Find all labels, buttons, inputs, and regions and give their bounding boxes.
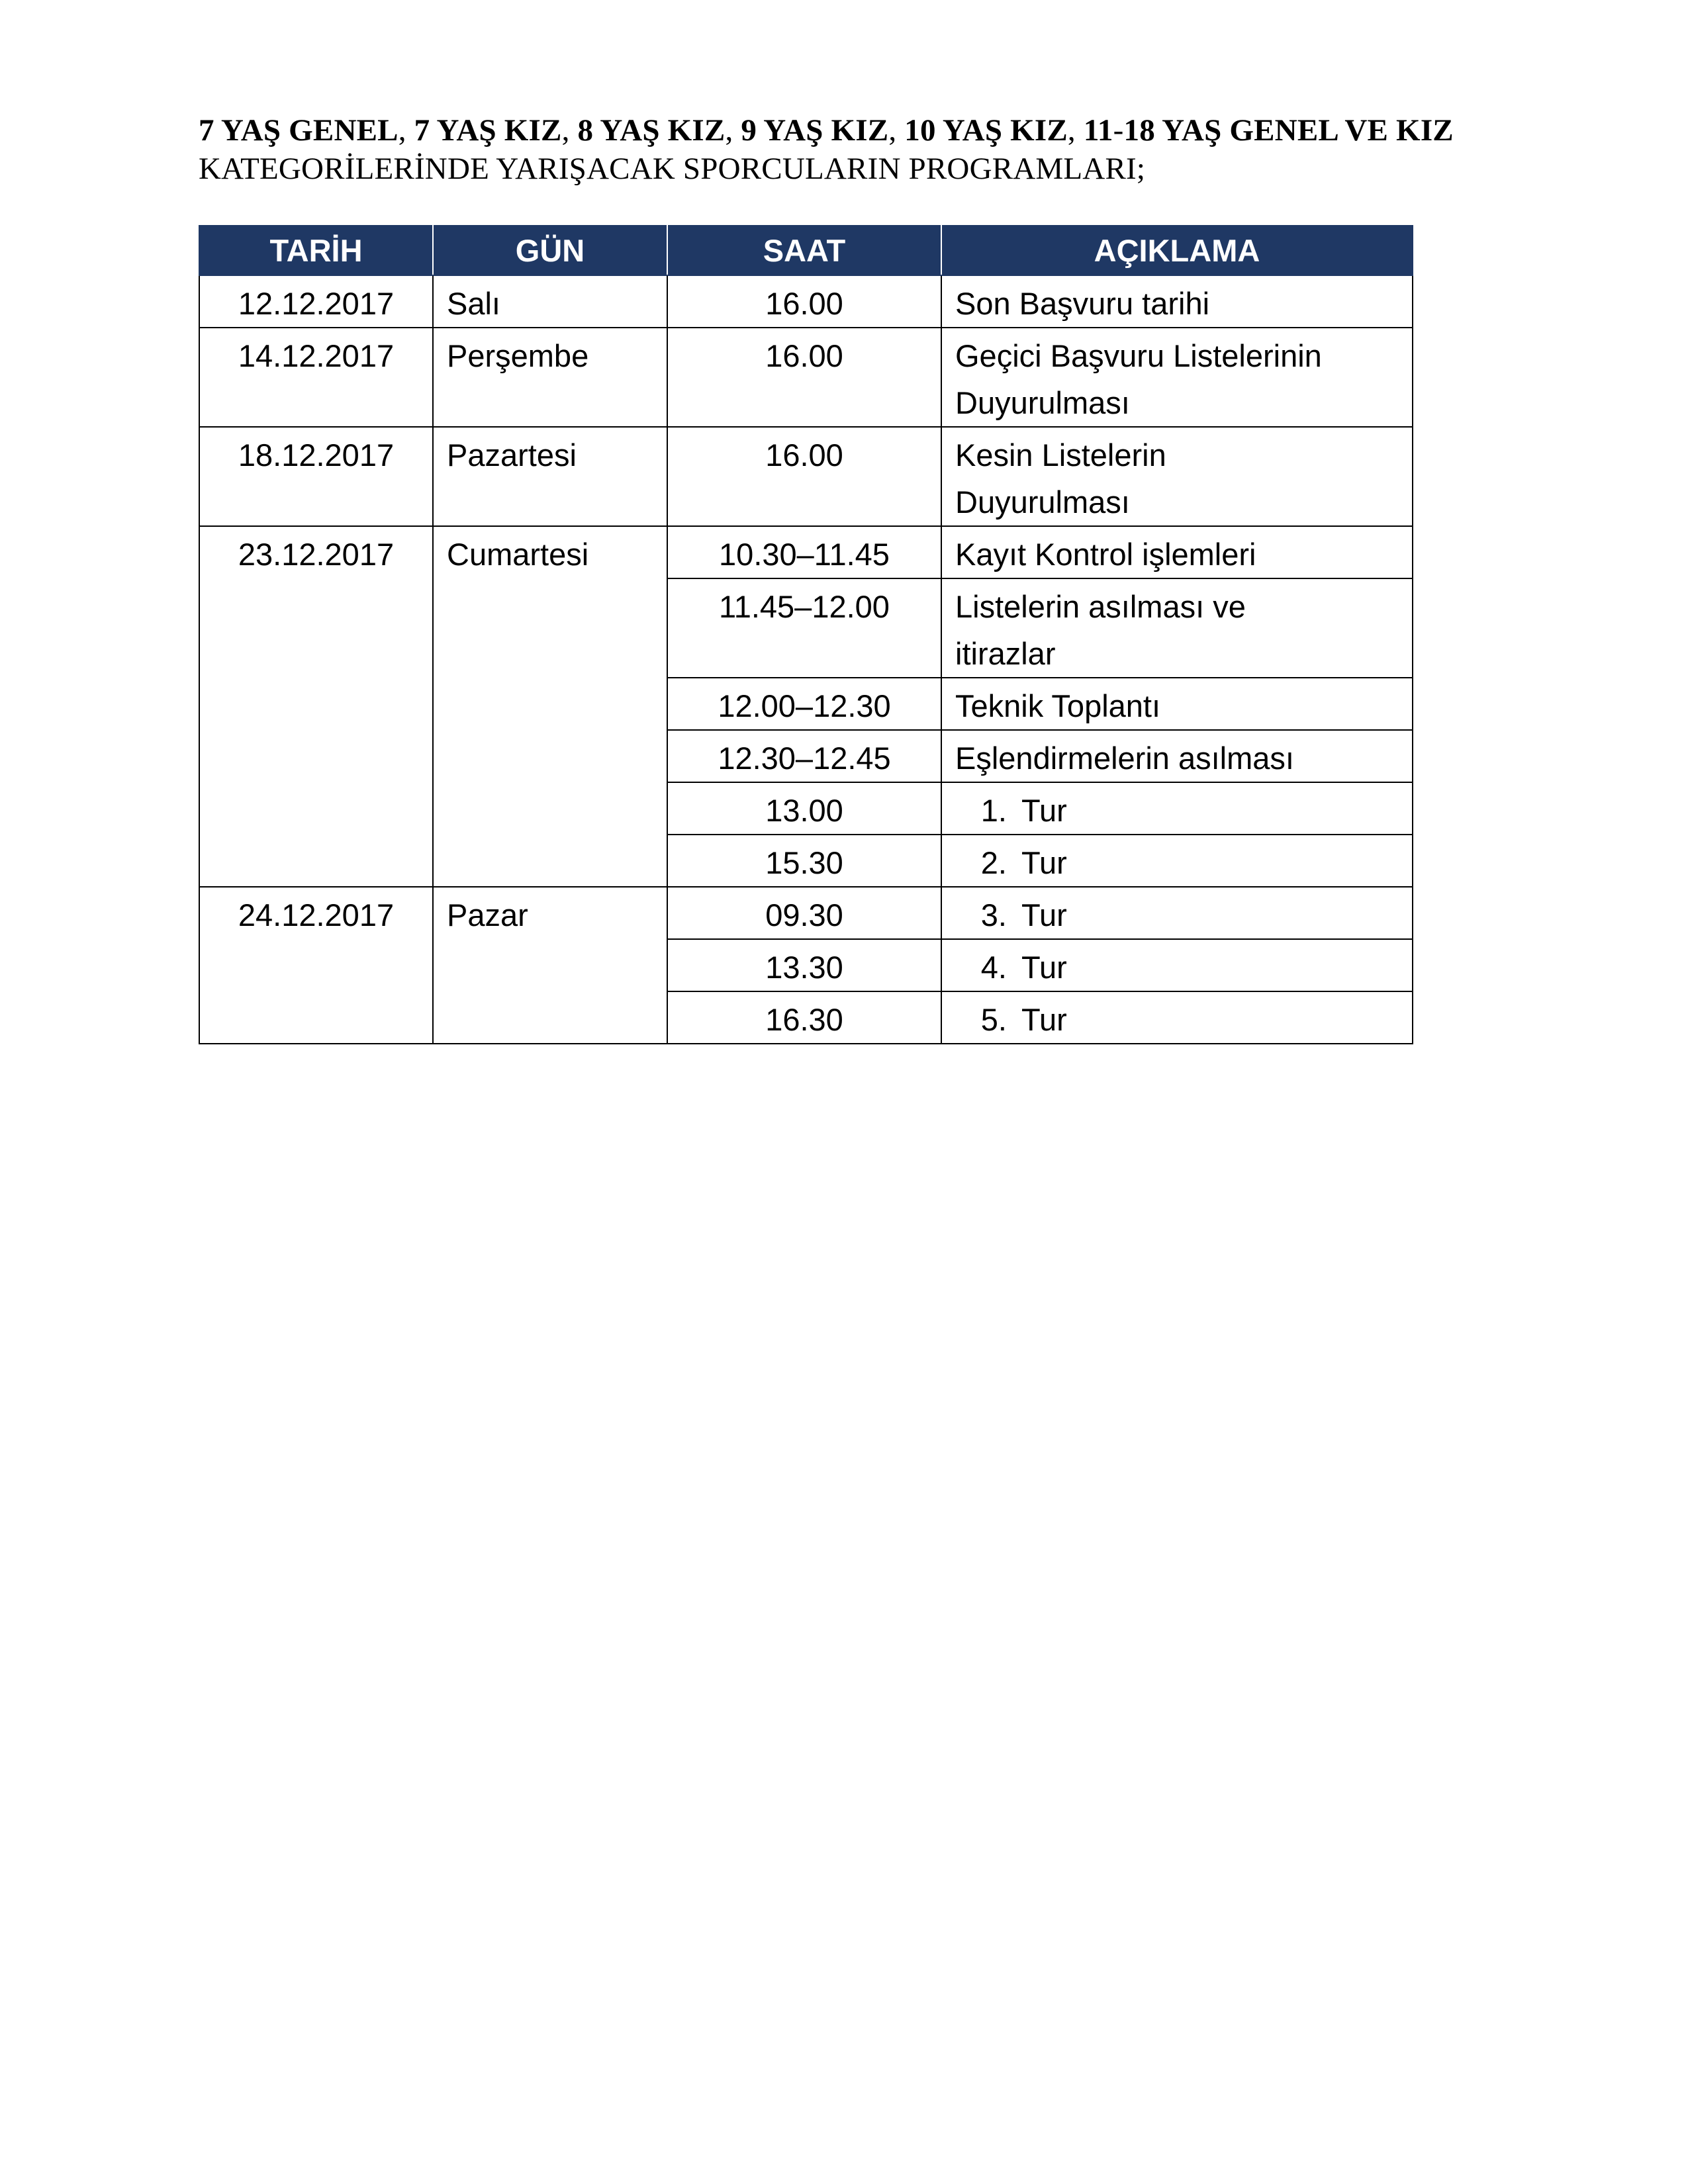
round-number: 2. bbox=[980, 845, 1007, 880]
round-label: Tur bbox=[1021, 950, 1067, 985]
row-description bbox=[941, 427, 1413, 526]
round-label: Tur bbox=[1021, 845, 1067, 880]
heading-category-3: 8 YAŞ KIZ bbox=[577, 113, 726, 148]
schedule-table bbox=[199, 225, 1413, 1044]
row-date: 24.12.2017 bbox=[199, 887, 433, 1044]
row-description bbox=[941, 835, 1413, 887]
row-time: 16.00 bbox=[667, 328, 941, 427]
row-day: Pazar bbox=[433, 887, 667, 1044]
row-time: 16.00 bbox=[667, 275, 941, 328]
row-description: Kayıt Kontrol işlemleri bbox=[941, 526, 1413, 578]
heading-tail: KATEGORİLERİNDE YARIŞACAK SPORCULARIN PROGRAMLARI; bbox=[199, 152, 1146, 186]
row-description bbox=[941, 939, 1413, 991]
row-time: 10.30–11.45 bbox=[667, 526, 941, 578]
row-time: 13.00 bbox=[667, 782, 941, 835]
heading-separator: , bbox=[888, 113, 905, 148]
header-date: TARİH bbox=[199, 226, 433, 275]
row-time: 12.30–12.45 bbox=[667, 730, 941, 782]
heading-separator: , bbox=[1067, 113, 1084, 148]
row-description bbox=[941, 887, 1413, 939]
row-date: 14.12.2017 bbox=[199, 328, 433, 427]
row-time: 13.30 bbox=[667, 939, 941, 991]
table-header-row bbox=[199, 226, 1413, 275]
round-number: 5. bbox=[980, 1002, 1007, 1037]
header-time: SAAT bbox=[667, 226, 941, 275]
row-time: 16.00 bbox=[667, 427, 941, 526]
document-heading bbox=[199, 111, 1496, 188]
table-row bbox=[199, 275, 1413, 328]
round-label: Tur bbox=[1021, 897, 1067, 933]
heading-separator: , bbox=[561, 113, 578, 148]
header-day: GÜN bbox=[433, 226, 667, 275]
row-description bbox=[941, 782, 1413, 835]
heading-category-5: 10 YAŞ KIZ bbox=[904, 113, 1068, 148]
description-line: Listelerin asılması ve bbox=[955, 589, 1246, 624]
round-number: 1. bbox=[980, 793, 1007, 828]
row-time: 12.00–12.30 bbox=[667, 678, 941, 730]
table-row bbox=[199, 427, 1413, 526]
row-description bbox=[941, 328, 1413, 427]
round-number: 4. bbox=[980, 950, 1007, 985]
description-line: Duyurulması bbox=[955, 385, 1130, 420]
description-line: Geçici Başvuru Listelerinin bbox=[955, 338, 1322, 373]
table-row bbox=[199, 887, 1413, 939]
row-description: Son Başvuru tarihi bbox=[941, 275, 1413, 328]
heading-separator: , bbox=[398, 113, 414, 148]
heading-category-1: 7 YAŞ GENEL bbox=[199, 113, 399, 148]
row-day: Pazartesi bbox=[433, 427, 667, 526]
heading-separator: - bbox=[1113, 113, 1124, 148]
row-date: 12.12.2017 bbox=[199, 275, 433, 328]
row-time: 11.45–12.00 bbox=[667, 578, 941, 678]
row-day: Cumartesi bbox=[433, 526, 667, 887]
row-time: 09.30 bbox=[667, 887, 941, 939]
description-line: itirazlar bbox=[955, 636, 1056, 671]
description-line: Kesin Listelerin bbox=[955, 437, 1166, 473]
row-time: 15.30 bbox=[667, 835, 941, 887]
heading-category-6-end: 18 YAŞ GENEL VE KIZ bbox=[1123, 113, 1454, 148]
row-description: Teknik Toplantı bbox=[941, 678, 1413, 730]
row-date: 18.12.2017 bbox=[199, 427, 433, 526]
round-label: Tur bbox=[1021, 793, 1067, 828]
round-number: 3. bbox=[980, 897, 1007, 933]
row-description bbox=[941, 578, 1413, 678]
row-time: 16.30 bbox=[667, 991, 941, 1044]
heading-category-4: 9 YAŞ KIZ bbox=[741, 113, 889, 148]
row-description: Eşlendirmelerin asılması bbox=[941, 730, 1413, 782]
header-description: AÇIKLAMA bbox=[941, 226, 1413, 275]
table-row bbox=[199, 526, 1413, 578]
row-description bbox=[941, 991, 1413, 1044]
heading-category-2: 7 YAŞ KIZ bbox=[414, 113, 562, 148]
heading-separator: , bbox=[725, 113, 741, 148]
row-day: Perşembe bbox=[433, 328, 667, 427]
description-line: Duyurulması bbox=[955, 484, 1130, 520]
row-date: 23.12.2017 bbox=[199, 526, 433, 887]
heading-category-6-start: 11 bbox=[1083, 113, 1113, 148]
row-day: Salı bbox=[433, 275, 667, 328]
round-label: Tur bbox=[1021, 1002, 1067, 1037]
table-row bbox=[199, 328, 1413, 427]
